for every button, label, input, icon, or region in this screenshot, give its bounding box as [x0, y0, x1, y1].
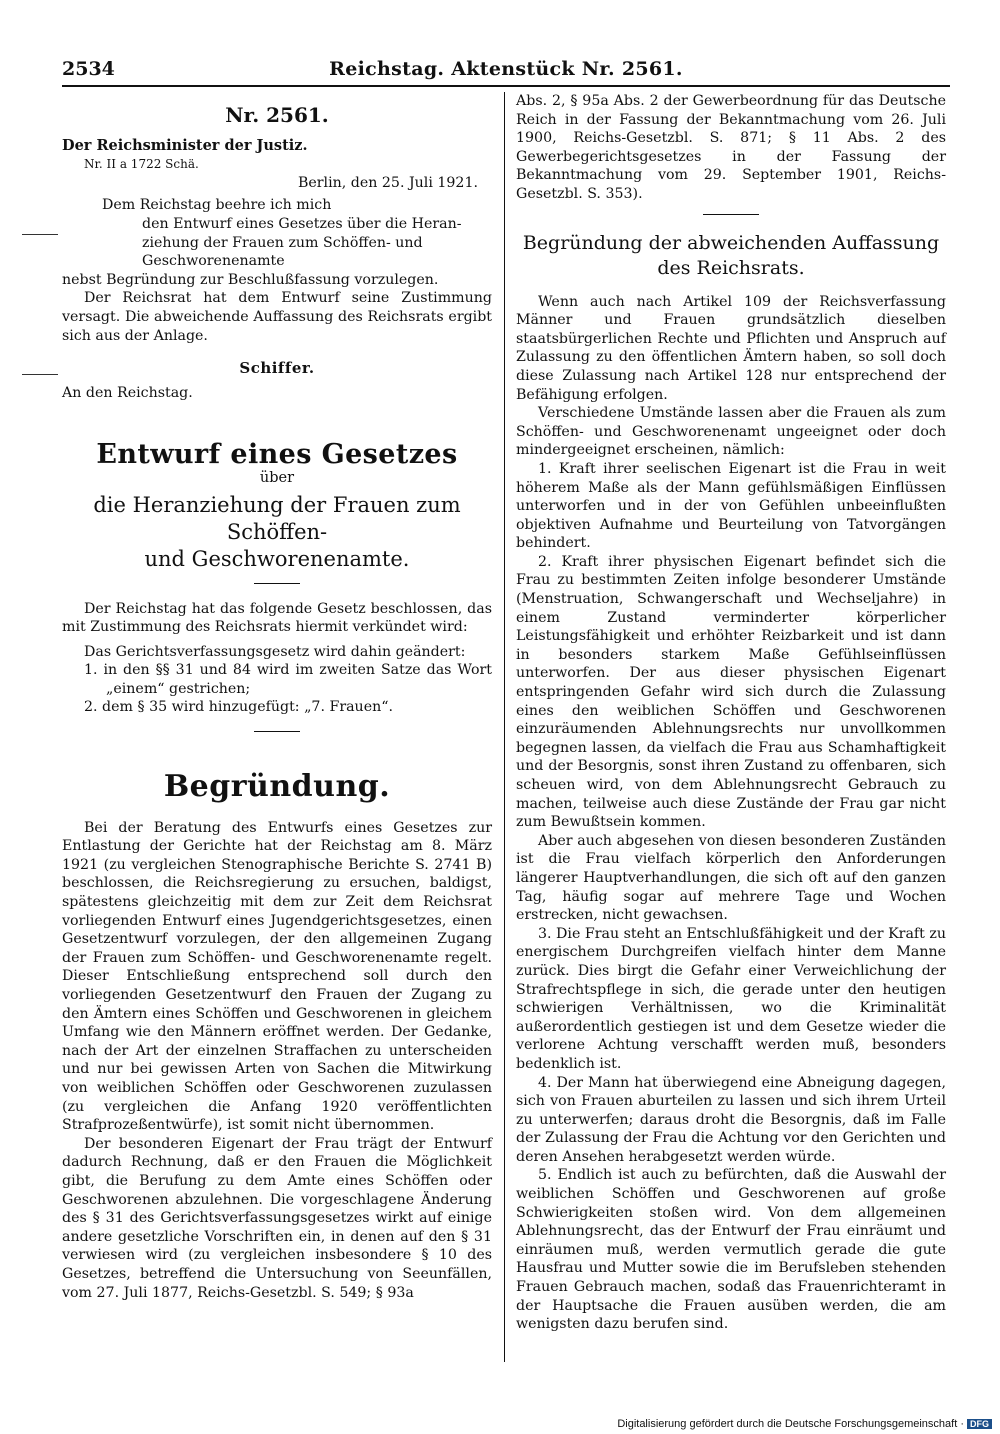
- letter-continuation: nebst Begründung zur Beschlußfassung vorzulegen.: [62, 271, 439, 288]
- draft-subject: und Geschworenenamte.: [144, 546, 410, 571]
- reference-number: Nr. II a 1722 Schä.: [84, 157, 199, 172]
- section-rule: [254, 731, 300, 732]
- amendment-item: 1. in den §§ 31 und 84 wird im zweiten Satze das Wort „einem“ gestrichen;: [84, 662, 492, 697]
- amendment-intro: Das Gerichtsverfassungsgesetz wird dahin geändert:: [84, 643, 466, 660]
- credit-text: Digitalisierung gefördert durch die Deutsche Forschungsgemeinschaft ·: [617, 1418, 964, 1430]
- reason-point: 5. Endlich ist auch zu befürchten, daß die Auswahl der weiblichen Schöffen und Geschworenen auf große Schwierigkeiten stoßen wird. Von dem allgemeinen Ablehnungsrecht, das der Entwurf der Frau einräumt und einräumen muß, werden vermutlich gerade die gute Hausfrau und Mutter sowie die im Berufsleben stehenden Frauen Gebrauch machen, sodaß das Frauenrichteramt in der Hauptsache die Frauen ausüben werden, die am wenigsten dazu berufen sind.: [516, 1167, 946, 1333]
- reason-point: 4. Der Mann hat überwiegend eine Abneigung dagegen, sich von Frauen aburteilen zu lassen und sich ihrem Urteil zu unterwerfen; daraus droht die Besorgnis, daß im Falle der Zulassung der Frau die Achtung vor den Gerichten und deren Ansehen herabgesetzt werden würde.: [516, 1074, 946, 1165]
- page-header: [62, 58, 950, 88]
- amendment-item: 2. dem § 35 wird hinzugefügt: „7. Frauen“.: [84, 699, 393, 716]
- left-column: [62, 92, 492, 1302]
- draft-title: Entwurf eines Gesetzes: [96, 439, 458, 471]
- section-rule: [254, 583, 300, 584]
- right-column: [516, 92, 946, 1334]
- letter-line: den Entwurf eines Gesetzes über die Heran-: [142, 215, 462, 232]
- amendment-list: [84, 661, 492, 717]
- reichsrat-section-title: [516, 231, 946, 281]
- begruendung-paragraph: Der besonderen Eigenart der Frau trägt der Entwurf dadurch Rechnung, daß er den Frauen die Möglichkeit gibt, die Berufung zu dem Amte eines Schöffen oder Geschworenen abzulehnen. Die vorgeschlagene Änderung des § 31 des Gerichtsverfassungsgesetzes wirkt auf einige andere gesetzliche Vorschriften ein, in denen auf den § 31 verwiesen wird (zu vergleichen insbesondere § 10 des Gesetzes, betreffend die Untersuchung von Seeunfällen, vom 27. Juli 1877, Reichs-Gesetzbl. S. 549; § 93a: [62, 1135, 492, 1301]
- draft-subject: die Heranziehung der Frauen zum Schöffen-: [93, 492, 461, 544]
- reason-point: 1. Kraft ihrer seelischen Eigenart ist die Frau in weit höherem Maße als der Mann gefühlsmäßigen Einflüssen unterworfen und in der von Gefühlen unbeeinflußten objektiven Aufnahme und Beurteilung von Tatvorgängen behindert.: [516, 460, 946, 552]
- draft-over: über: [259, 469, 295, 486]
- digitization-credit: [617, 1418, 992, 1430]
- header-rule: [62, 85, 950, 87]
- reichsrat-paragraph: Der Reichsrat hat dem Entwurf seine Zustimmung versagt. Die abweichende Auffassung des Reichsrats ergibt sich aus der Anlage.: [62, 290, 492, 344]
- running-title: Reichstag. Aktenstück Nr. 2561.: [329, 58, 683, 80]
- reichsrat-intro-paragraph: Wenn auch nach Artikel 109 der Reichsverfassung Männer und Frauen grundsätzlich dieselben staatsbürgerlichen Rechte und Pflichten und Anspruch auf Zulassung zu den öffentlichen Ämtern haben, so soll doch diese Zulassung nach Artikel 128 nur entsprechend der Befähigung erfolgen.: [516, 293, 946, 403]
- margin-pencil-mark: [22, 374, 58, 375]
- begruendung-paragraph: Bei der Beratung des Entwurfs eines Gesetzes zur Entlastung der Gerichte hat der Reichstag am 8. März 1921 (zu vergleichen Stenographische Berichte S. 2741 B) beschlossen, die Reichsregierung zu ersuchen, baldigst, spätestens gleichzeitig mit dem zur Zeit dem Reichsrat vorliegenden Entwurf eines Jugendgerichtsgesetzes, einen Gesetzentwurf vorzulegen, der den allgemeinen Zugang der Frauen zum Schöffen- und Geschworenenamte regelt. Dieser Entschließung entsprechend soll durch den vorliegenden Gesetzentwurf den Frauen der Zugang zu den Ämtern eines Schöffen und Geschworenen in gleichem Umfang wie den Männern eröffnet werden. Der Gedanke, nach der Art der einzelnen Straffachen zu unterscheiden und nur bei gewissen Arten von Sachen die Mitwirkung von weiblichen Schöffen oder Geschworenen zuzulassen (zu vergleichen die Anfang 1920 veröffentlichten Strafprozeßentwürfe), ist somit nicht übernommen.: [62, 819, 492, 1134]
- date-line: Berlin, den 25. Juli 1921.: [297, 174, 478, 191]
- reason-point: 3. Die Frau steht an Entschlußfähigkeit und der Kraft zu energischem Durchgreifen vielfach hinter dem Manne zurück. Dies birgt die Gefahr einer Verweichlichung der Strafrechtspflege in sich, die gerade unter den heutigen schwierigen Verhältnissen, wo die Kriminalität außerordentlich gestiegen ist und dem Gesetze wieder die verlorene Achtung verschafft werden muß, besonders bedenklich ist.: [516, 925, 946, 1072]
- letter-line: Geschworenenamte: [142, 253, 285, 270]
- begruendung-title: Begründung.: [163, 769, 391, 805]
- reason-point: 2. Kraft ihrer physischen Eigenart befindet sich die Frau zu bestimmten Zeiten infolge besonderer Umstände (Menstruation, Schwangerschaft und Wechseljahre) in einem Zustand verminderter körperlicher Leistungsfähigkeit und erhöhter Reizbarkeit und ist dann in besonders starkem Maße Gefühlseinflüssen unterworfen. Der aus dieser physischen Eigenart entspringenden Gefahr wird sich durch die Zulassung eines den weiblichen Schöffen und Geschworenen einzuräumenden Ablehnungsrechts nur unvollkommen begegnen lassen, da vielfach die Frau aus Schamhaftigkeit und der Besorgnis, sonst ihren Zustand zu offenbaren, sich scheuen wird, von dem Ablehnungsrecht Gebrauch zu machen, teilweise auch diese Zustände der Frau gar nicht zum Bewußtsein kommen.: [516, 553, 946, 831]
- reason-point: Aber auch abgesehen von diesen besonderen Zuständen ist die Frau vielfach körperlich den Anforderungen längerer Hauptverhandlungen, die sich oft auf den ganzen Tag, häufig sogar auf mehrere Tage und Wochen erstrecken, nicht gewachsen.: [516, 832, 946, 924]
- page-number: 2534: [62, 58, 115, 80]
- letter-line: ziehung der Frauen zum Schöffen- und: [142, 234, 423, 251]
- column-divider: [504, 92, 505, 1362]
- addressee: An den Reichstag.: [62, 384, 193, 401]
- section-rule: [703, 214, 759, 215]
- signature: Schiffer.: [239, 359, 315, 378]
- reichsrat-title-line: Begründung der abweichenden Auffassung: [522, 231, 940, 254]
- reichsrat-intro-paragraph: Verschiedene Umstände lassen aber die Frauen als zum Schöffen- und Geschworenenamt ungeeignet oder doch mindergeeignet erscheinen, nämlich:: [516, 405, 946, 459]
- continuation-paragraph: Abs. 2, § 95a Abs. 2 der Gewerbeordnung für das Deutsche Reich in der Fassung der Bekanntmachung vom 26. Juli 1900, Reichs-Gesetzbl. S. 871; § 11 Abs. 2 des Gewerbegerichtsgesetzes in der Fassung der Bekanntmachung vom 29. September 1901, Reichs-Gesetzbl. S. 353).: [516, 93, 946, 202]
- dfg-logo: DFG: [967, 1419, 992, 1429]
- margin-pencil-mark: [22, 234, 58, 235]
- enactment-paragraph: Der Reichstag hat das folgende Gesetz beschlossen, das mit Zustimmung des Reichsrats hiermit verkündet wird:: [62, 600, 492, 636]
- reichsrat-title-line: des Reichsrats.: [657, 256, 805, 279]
- sender: Der Reichsminister der Justiz.: [62, 136, 308, 154]
- document-number: Nr. 2561.: [225, 103, 329, 127]
- letter-line: Dem Reichstag beehre ich mich: [102, 197, 332, 214]
